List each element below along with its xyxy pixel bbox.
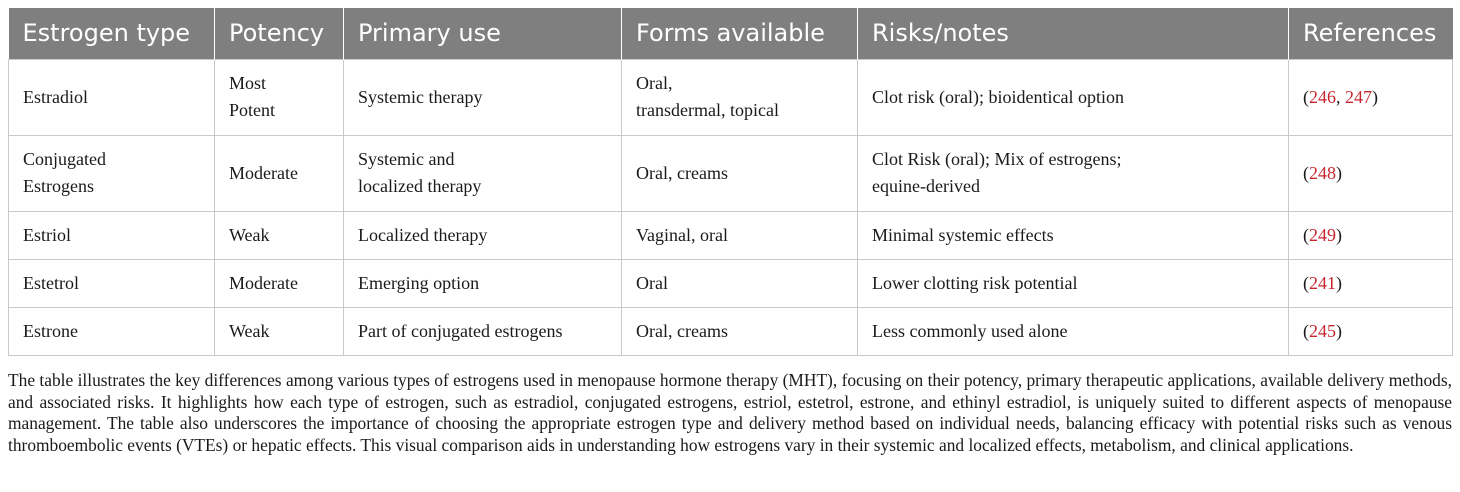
header-row xyxy=(9,8,1453,59)
cell-primary-use: Localized therapy xyxy=(344,211,622,259)
table-row xyxy=(9,307,1453,355)
table-container xyxy=(8,8,1452,356)
cell-estrogen-type: Conjugated Estrogens xyxy=(9,135,215,211)
reference-link[interactable]: 241 xyxy=(1309,272,1336,293)
cell-primary-use: Part of conjugated estrogens xyxy=(344,307,622,355)
cell-references: (249) xyxy=(1289,211,1453,259)
cell-references: (241) xyxy=(1289,259,1453,307)
cell-estrogen-type: Estetrol xyxy=(9,259,215,307)
cell-estrogen-type: Estriol xyxy=(9,211,215,259)
header-forms-available: Forms available xyxy=(622,8,858,59)
cell-estrogen-type: Estrone xyxy=(9,307,215,355)
table-caption: The table illustrates the key differences among various types of estrogens used in menopause hormone therapy (MHT), focusing on their potency, primary therapeutic applications, available delivery methods, and associated risks. It highlights how each type of estrogen, such as estradiol, conjugated estrogens, estriol, estetrol, estrone, and ethinyl estradiol, is uniquely suited to different aspects of menopause management. The table also underscores the importance of choosing the appropriate estrogen type and delivery method based on individual needs, balancing efficacy with potential risks such as venous thromboembolic events (VTEs) or hepatic effects. This visual comparison aids in understanding how estrogens vary in their systemic and localized effects, metabolism, and clinical applications. xyxy=(8,370,1452,455)
cell-potency: Moderate xyxy=(215,259,344,307)
table-row xyxy=(9,135,1453,211)
table-row xyxy=(9,259,1453,307)
table-row xyxy=(9,59,1453,135)
header-potency: Potency xyxy=(215,8,344,59)
cell-references: (245) xyxy=(1289,307,1453,355)
cell-potency: Moderate xyxy=(215,135,344,211)
cell-forms-available: Oral xyxy=(622,259,858,307)
reference-link[interactable]: 246 xyxy=(1309,86,1336,107)
header-risks-notes: Risks/notes xyxy=(858,8,1289,59)
header-primary-use: Primary use xyxy=(344,8,622,59)
cell-forms-available: Oral, transdermal, topical xyxy=(622,59,858,135)
cell-risks-notes: Minimal systemic effects xyxy=(858,211,1289,259)
cell-risks-notes: Less commonly used alone xyxy=(858,307,1289,355)
reference-link[interactable]: 245 xyxy=(1309,320,1336,341)
cell-potency: Most Potent xyxy=(215,59,344,135)
cell-risks-notes: Clot risk (oral); bioidentical option xyxy=(858,59,1289,135)
reference-link[interactable]: 249 xyxy=(1309,224,1336,245)
cell-risks-notes: Clot Risk (oral); Mix of estrogens; equine-derived xyxy=(858,135,1289,211)
cell-potency: Weak xyxy=(215,307,344,355)
cell-potency: Weak xyxy=(215,211,344,259)
table-row xyxy=(9,211,1453,259)
cell-primary-use: Systemic and localized therapy xyxy=(344,135,622,211)
cell-risks-notes: Lower clotting risk potential xyxy=(858,259,1289,307)
reference-link[interactable]: 247 xyxy=(1345,86,1372,107)
cell-forms-available: Oral, creams xyxy=(622,135,858,211)
cell-references: (248) xyxy=(1289,135,1453,211)
header-estrogen-type: Estrogen type xyxy=(9,8,215,59)
cell-primary-use: Emerging option xyxy=(344,259,622,307)
reference-link[interactable]: 248 xyxy=(1309,162,1336,183)
cell-forms-available: Oral, creams xyxy=(622,307,858,355)
cell-forms-available: Vaginal, oral xyxy=(622,211,858,259)
estrogen-comparison-table xyxy=(8,8,1453,356)
cell-primary-use: Systemic therapy xyxy=(344,59,622,135)
cell-estrogen-type: Estradiol xyxy=(9,59,215,135)
cell-references: (246, 247) xyxy=(1289,59,1453,135)
header-references: References xyxy=(1289,8,1453,59)
